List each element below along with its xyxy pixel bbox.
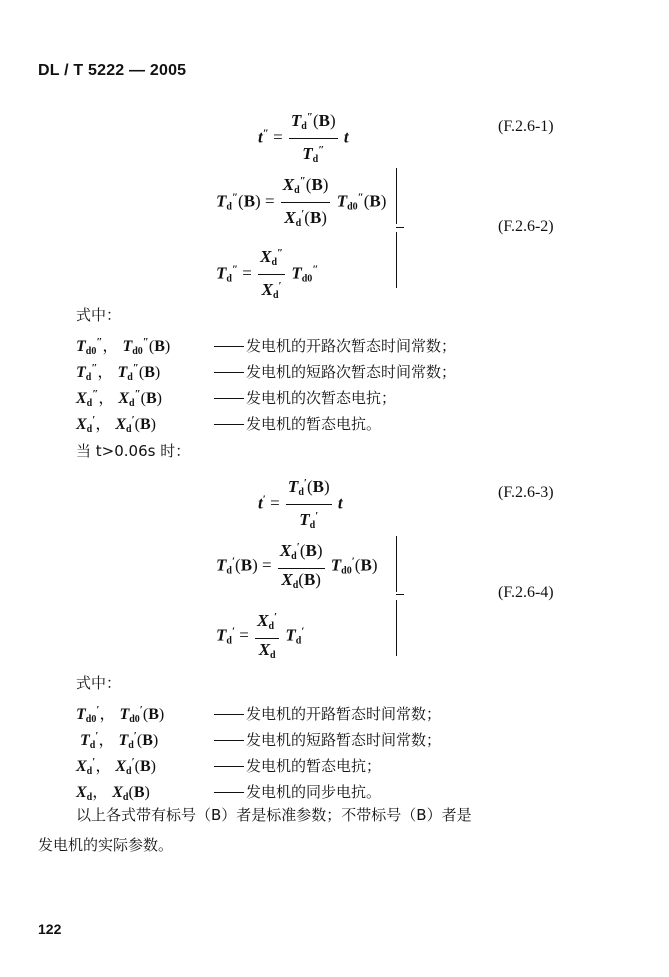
brace	[386, 536, 397, 592]
equation-f264-a: $T_d'(B)$ = $\frac{X_d'(B)}{X_d(B)}$ $T_{d0}'(B)$	[216, 536, 377, 597]
definition-row: $T_{d0}'$， $T_{d0}'(B)$ 发电机的开路暂态时间常数；	[76, 704, 442, 725]
equation-number: (F.2.6-2)	[498, 218, 554, 235]
definition-text: 发电机的同步电抗。	[246, 783, 382, 801]
condition-text: 当 t>0.06s 时：	[76, 442, 191, 460]
definition-text: 发电机的开路次暂态时间常数；	[246, 337, 457, 355]
definition-row: $T_d'$， $T_d'(B)$ 发电机的短路暂态时间常数；	[80, 730, 442, 751]
brace-tip	[396, 594, 404, 595]
definition-text: 发电机的暂态电抗；	[246, 757, 382, 775]
definition-row: $X_d'$， $X_d'(B)$ 发电机的暂态电抗；	[76, 756, 382, 777]
definition-row: $X_d'$， $X_d'(B)$ 发电机的暂态电抗。	[76, 414, 382, 435]
equation-f262-b: $T_d''$ = $\frac{X_d''}{X_d'}$ $T_{d0}''$	[216, 242, 318, 307]
brace	[386, 600, 397, 656]
brace	[386, 168, 397, 224]
definition-row: $T_{d0}''$， $T_{d0}''(B)$ 发电机的开路次暂态时间常数；	[76, 336, 457, 357]
brace	[386, 232, 397, 288]
equation-f262-a: $T_d''(B)$ = $\frac{X_d''(B)}{X_d'(B)}$ $T_{d0}''(B)$	[216, 170, 386, 235]
section-label: 式中：	[76, 306, 122, 324]
equation-f261: t″ = $\frac{T_d''(B)}{T_d''}$ t	[258, 106, 349, 171]
equation-number: (F.2.6-3)	[498, 484, 554, 501]
equation-number: (F.2.6-4)	[498, 584, 554, 601]
definition-text: 发电机的短路次暂态时间常数；	[246, 363, 457, 381]
document-header: DL / T 5222 — 2005	[38, 62, 187, 79]
definition-row: $X_d''$， $X_d''(B)$ 发电机的次暂态电抗；	[76, 388, 397, 409]
equation-f263: t′ = $\frac{T_d'(B)}{T_d'}$ t	[258, 472, 343, 537]
page-number: 122	[38, 921, 62, 937]
definition-row: $T_d''$， $T_d''(B)$ 发电机的短路次暂态时间常数；	[76, 362, 457, 383]
definition-text: 发电机的次暂态电抗；	[246, 389, 397, 407]
section-label: 式中：	[76, 674, 122, 692]
brace-tip	[396, 227, 404, 228]
equation-number: (F.2.6-1)	[498, 118, 554, 135]
definition-text: 发电机的开路暂态时间常数；	[246, 705, 442, 723]
equation-f264-b: $T_d'$ = $\frac{X_d'}{X_d}$ $T_d'$	[216, 606, 304, 667]
note-paragraph-line1: 以上各式带有标号（B）者是标准参数；不带标号（B）者是	[76, 806, 472, 824]
definition-text: 发电机的短路暂态时间常数；	[246, 731, 442, 749]
definition-text: 发电机的暂态电抗。	[246, 415, 382, 433]
note-paragraph-line2: 发电机的实际参数。	[38, 836, 174, 854]
definition-row: $X_d$， $X_d(B)$ 发电机的同步电抗。	[76, 783, 382, 803]
